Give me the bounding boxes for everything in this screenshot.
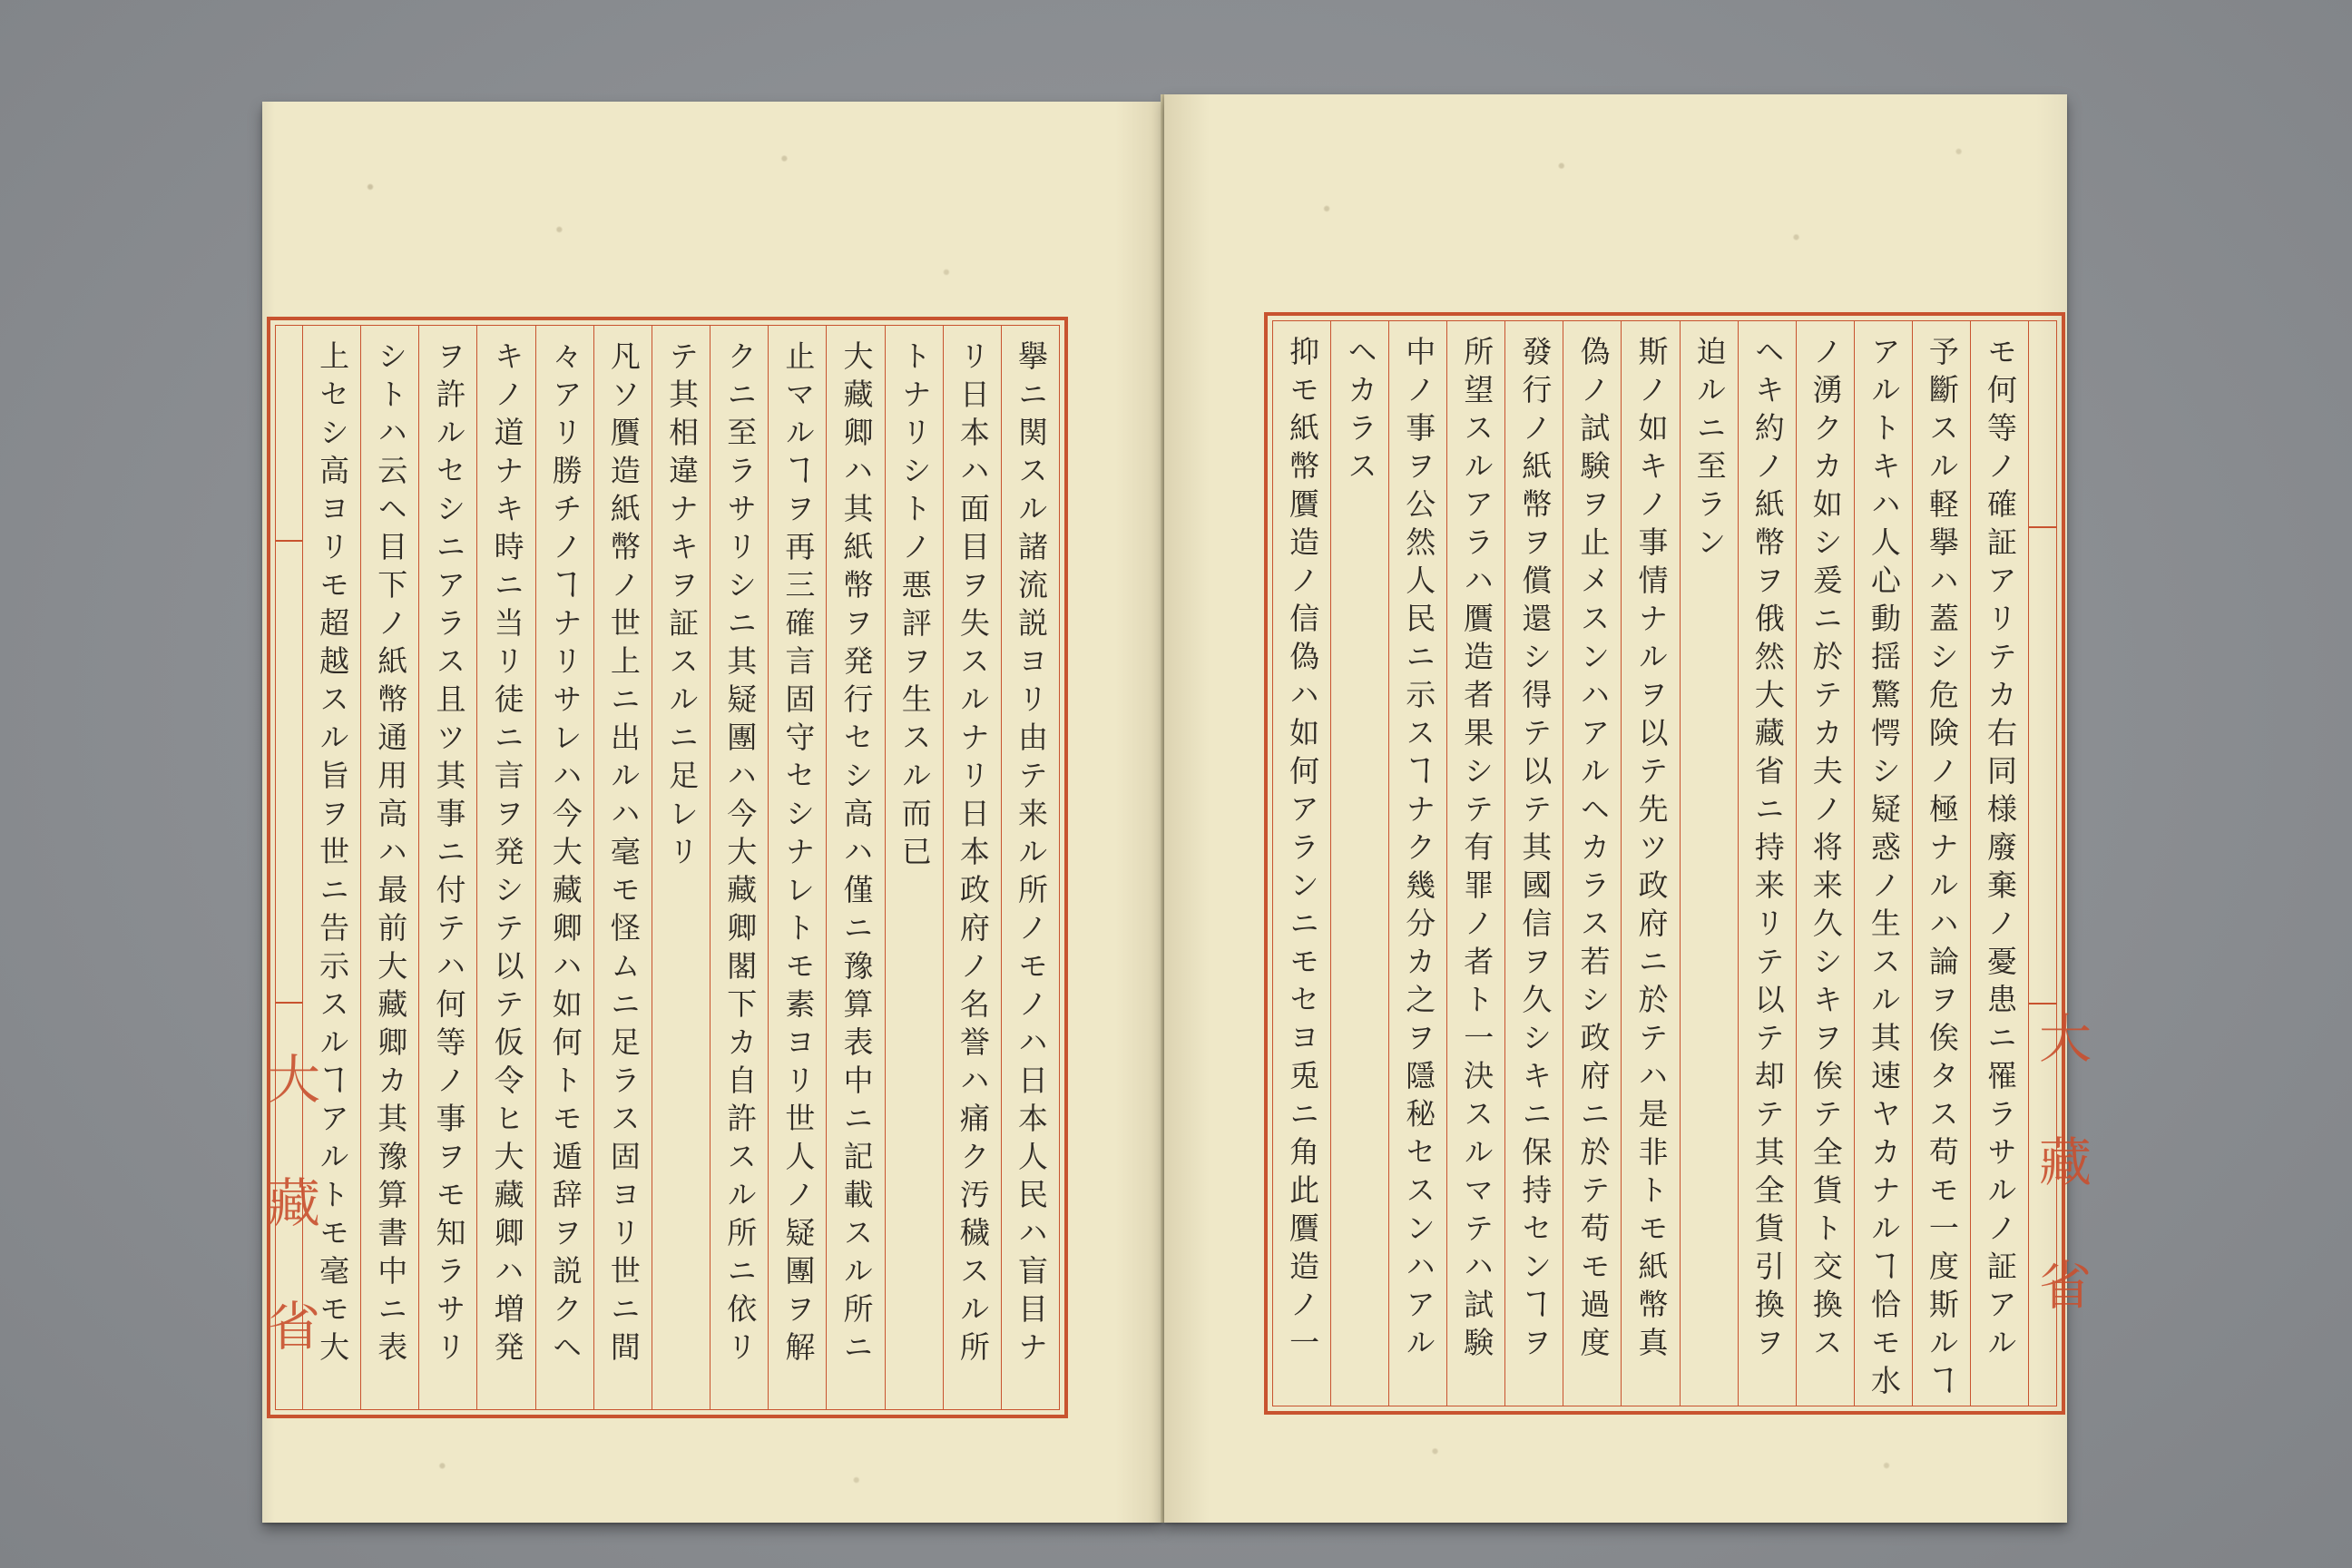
right-page-column-10: 所望スルアラハ贋造者果シテ有罪ノ者ト一決スルマテハ試験 <box>1447 321 1505 1406</box>
right-page-column-11: 中ノ事ヲ公然人民ニ示スヿナク幾分カ之ヲ隱秘セスンハアル <box>1389 321 1447 1406</box>
left-page-column-4: 大藏卿ハ其紙幣ヲ発行セシ高ハ僅ニ豫算表中ニ記載スル所ニ <box>827 326 885 1409</box>
left-page-column-2: リ日本ハ面目ヲ失スルナリ日本政府ノ名誉ハ痛ク汚穢スル所 <box>944 326 1002 1409</box>
left-page-columns <box>258 325 1060 1422</box>
right-page-margin-label: 大藏省 <box>2030 1011 2092 1381</box>
right-page-column-6: 迫ルニ至ラン <box>1681 321 1739 1406</box>
left-page-ruled-frame <box>258 317 1068 1422</box>
left-page-column-7: テ其相違ナキヲ証スルニ足レリ <box>652 326 710 1409</box>
right-page-column-2: 予斷スル軽擧ハ蓋シ危険ノ極ナルハ論ヲ俟タス苟モ一度斯ルヿ <box>1913 321 1971 1406</box>
left-page-column-11: ヲ許ルセシニアラス且ツ其事ニ付テハ何等ノ事ヲモ知ラサリ <box>419 326 477 1409</box>
left-page-column-12: シトハ云ヘ目下ノ紙幣通用高ハ最前大藏卿カ其豫算書中ニ表 <box>361 326 419 1409</box>
left-page-column-3: トナリシトノ悪評ヲ生スル而已 <box>886 326 944 1409</box>
right-page-column-7: 斯ノ如キノ事情ナルヲ以テ先ツ政府ニ於テハ是非トモ紙幣真 <box>1622 321 1680 1406</box>
right-page-column-12: ヘカラス <box>1331 321 1389 1406</box>
left-page-column-13: 上セシ高ヨリモ超越スル旨ヲ世ニ告示スルヿアルトモ毫モ大 <box>303 326 361 1409</box>
left-page-column-8: 凡ソ贋造紙幣ノ世上ニ出ルハ毫モ怪ムニ足ラス固ヨリ世ニ間 <box>594 326 652 1409</box>
right-page-columns <box>1272 320 2092 1406</box>
left-page-margin-strip <box>258 326 320 1422</box>
left-page-column-6: クニ至ラサリシニ其疑團ハ今大藏卿閣下カ自許スル所ニ依リ <box>710 326 769 1409</box>
right-page-column-3: アルトキハ人心動揺驚愕シ疑惑ノ生スル其速ヤカナルヿ恰モ水 <box>1855 321 1913 1406</box>
left-page <box>258 102 1162 1523</box>
right-page-column-5: ヘキ約ノ紙幣ヲ俄然大藏省ニ持来リテ以テ却テ其全貨引換ヲ <box>1739 321 1797 1406</box>
left-page-column-1: 擧ニ関スル諸流説ヨリ由テ来ル所ノモノハ日本人民ハ盲目ナ <box>1014 340 1049 1369</box>
left-page-column-5: 止マルヿヲ再三確言固守セシナレトモ素ヨリ世人ノ疑團ヲ解 <box>769 326 827 1409</box>
fishtail-mark <box>276 540 302 542</box>
left-page-column-10: キノ道ナキ時ニ当リ徒ニ言ヲ発シテ以テ仮令ヒ大藏卿ハ増発 <box>477 326 535 1409</box>
fishtail-mark <box>276 1002 302 1004</box>
left-page-column-9: 々アリ勝チノヿナリサレハ今大藏卿ハ如何トモ遁辞ヲ説クヘ <box>536 326 594 1409</box>
right-page-margin-strip <box>2029 321 2092 1406</box>
fishtail-mark <box>2029 1003 2056 1004</box>
right-page-column-9: 發行ノ紙幣ヲ償還シ得テ以テ其國信ヲ久シキニ保持センヿヲ <box>1505 321 1563 1406</box>
fishtail-mark <box>2029 526 2056 528</box>
right-page <box>1164 94 2092 1523</box>
right-page-column-4: ノ湧クカ如シ爰ニ於テカ夫ノ将来久シキヲ俟テ全貨ト交換ス <box>1797 321 1855 1406</box>
right-page-ruled-frame <box>1264 312 2092 1415</box>
right-page-column-1: モ何等ノ確証アリテカ右同様廢棄ノ憂患ニ罹ラサルノ証アル <box>1971 321 2029 1406</box>
right-page-column-8: 偽ノ試験ヲ止メスンハアルヘカラス若シ政府ニ於テ苟モ過度 <box>1563 321 1622 1406</box>
right-page-column-13: 抑モ紙幣贋造ノ信偽ハ如何アランニモセヨ兎ニ角此贋造ノ一 <box>1273 321 1331 1406</box>
left-page-margin-label: 大藏省 <box>258 1052 320 1422</box>
